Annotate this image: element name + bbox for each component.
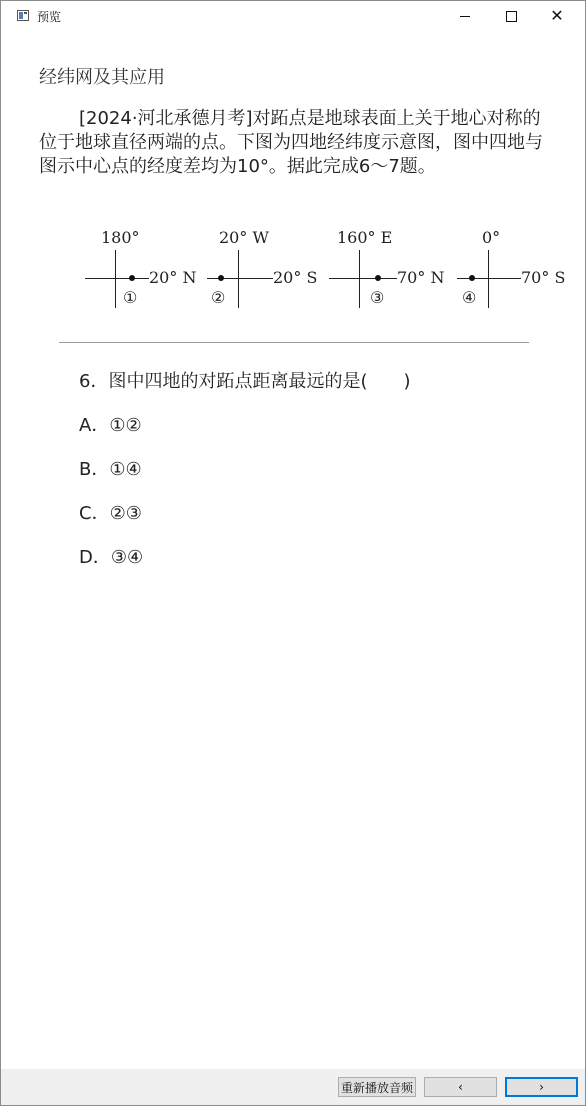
divider: [59, 342, 529, 343]
option-d[interactable]: D．③④: [79, 547, 144, 568]
meridian-line: [238, 250, 239, 308]
figure-latitude-label: 20° S: [273, 268, 318, 287]
option-c[interactable]: C．②③: [79, 503, 142, 524]
figure-item-1: [81, 224, 201, 314]
section-title: 经纬网及其应用: [39, 67, 165, 88]
question-stem: [2024·河北承德月考]对跖点是地球表面上关于地心对称的位于地球直径两端的点。下图为四地经纬度示意图，图中四地与图示中心点的经度差均为10°。据此完成6～7题。: [39, 108, 543, 177]
bottom-toolbar: [1, 1069, 585, 1105]
close-button[interactable]: [534, 1, 580, 31]
parallel-line: [329, 278, 397, 279]
option-b[interactable]: B．①④: [79, 459, 142, 480]
parallel-line: [457, 278, 521, 279]
maximize-button[interactable]: [488, 1, 534, 31]
chevron-right-icon: ›: [539, 1080, 544, 1094]
figure-longitude-label: 160° E: [337, 228, 393, 247]
app-icon: [17, 10, 29, 21]
replay-audio-button[interactable]: 重新播放音频: [338, 1077, 416, 1097]
figure-item-2: [205, 224, 325, 314]
chevron-left-icon: ‹: [458, 1080, 463, 1094]
window-title: 预览: [37, 10, 62, 24]
meridian-line: [359, 250, 360, 308]
next-button[interactable]: [505, 1077, 578, 1097]
meridian-line: [488, 250, 489, 308]
figure-longitude-label: 180°: [101, 228, 140, 247]
figure-item-3: [329, 224, 449, 314]
figure-number: ①: [123, 288, 138, 307]
figure-item-4: [453, 224, 573, 314]
option-a[interactable]: A．①②: [79, 415, 142, 436]
figure-latitude-label: 20° N: [149, 268, 197, 287]
minimize-button[interactable]: [442, 1, 488, 31]
location-dot: [129, 275, 135, 281]
minimize-icon: [460, 16, 470, 17]
figure-number: ②: [211, 288, 226, 307]
close-icon: ✕: [550, 6, 564, 25]
title-bar[interactable]: [1, 1, 585, 31]
previous-button[interactable]: [424, 1077, 497, 1097]
parallel-line: [207, 278, 273, 279]
figure-longitude-label: 0°: [482, 228, 501, 247]
location-dot: [375, 275, 381, 281]
figure-latitude-label: 70° S: [521, 268, 566, 287]
lat-lon-figure: [81, 224, 566, 314]
figure-number: ④: [462, 288, 477, 307]
maximize-icon: [506, 11, 517, 22]
content-area: [1, 31, 585, 1069]
meridian-line: [115, 250, 116, 308]
figure-latitude-label: 70° N: [397, 268, 445, 287]
location-dot: [218, 275, 224, 281]
location-dot: [469, 275, 475, 281]
figure-longitude-label: 20° W: [219, 228, 269, 247]
figure-number: ③: [370, 288, 385, 307]
question-text: 6．图中四地的对跖点距离最远的是( ): [79, 371, 411, 392]
parallel-line: [85, 278, 149, 279]
